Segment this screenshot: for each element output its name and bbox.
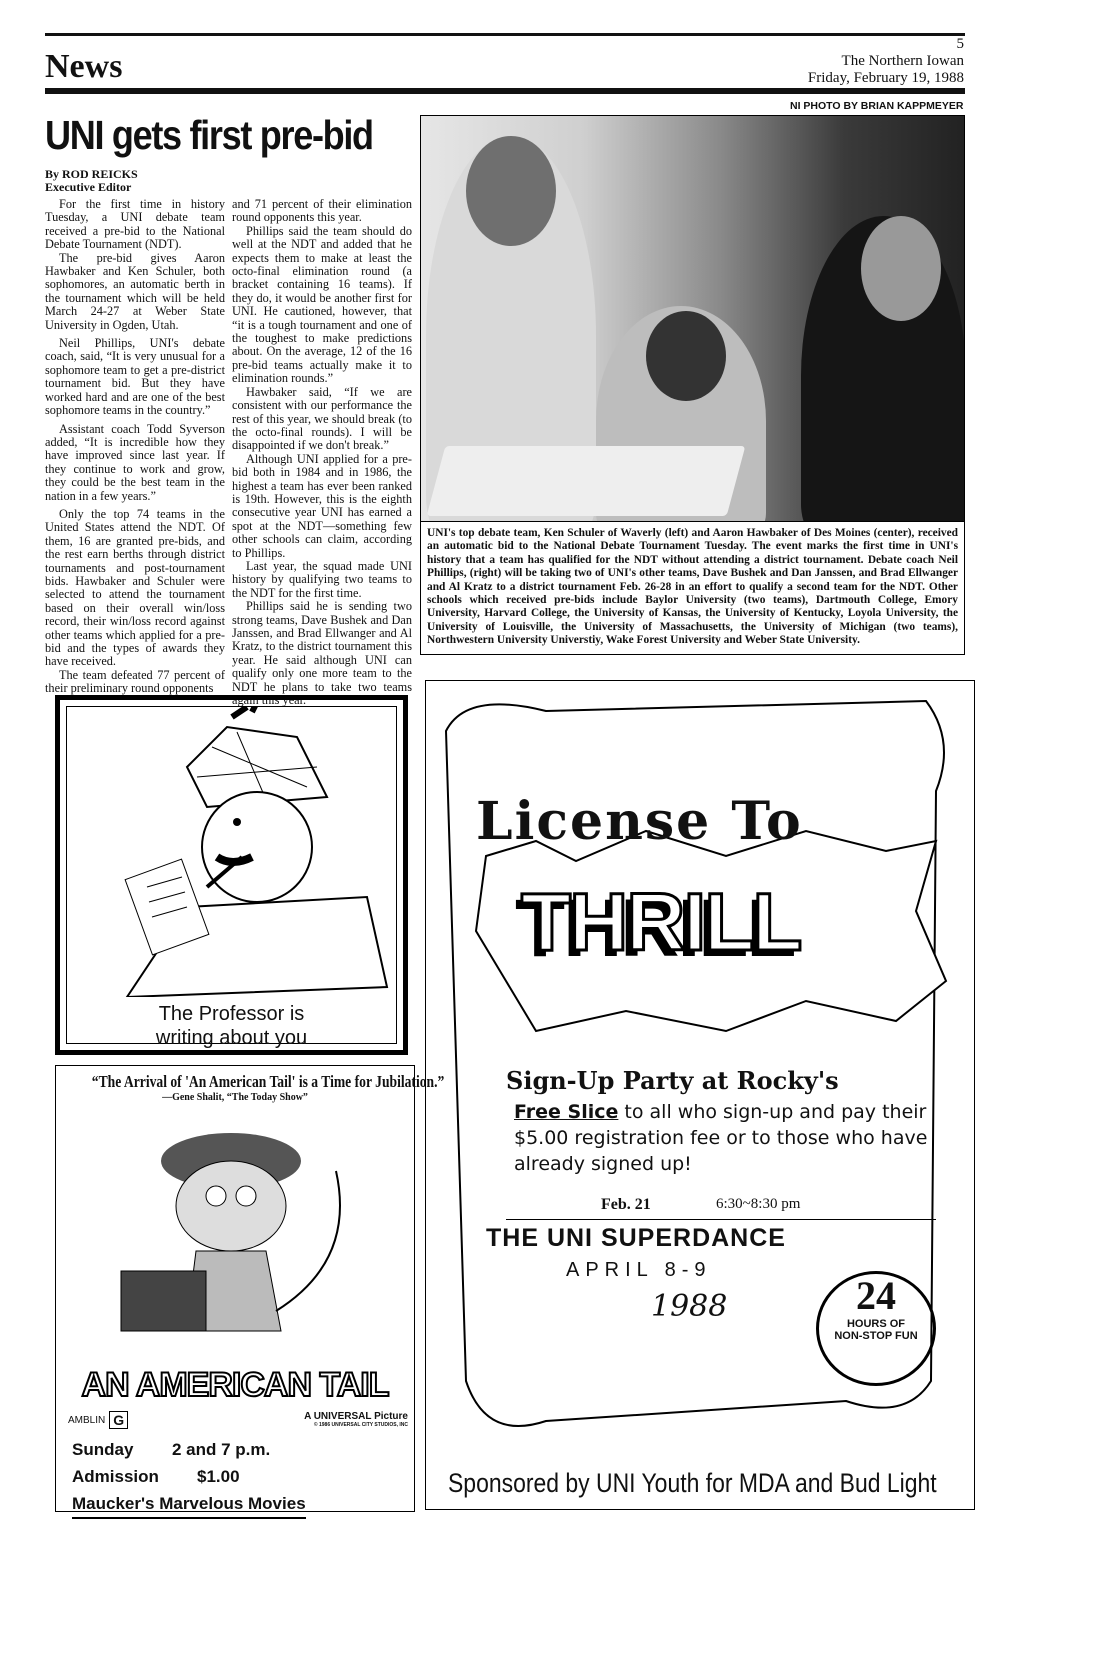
rating-badge: G [109, 1411, 128, 1429]
article-column-2 [232, 198, 412, 707]
event-year: 1988 [651, 1289, 728, 1324]
copyright: © 1986 UNIVERSAL CITY STUDIOS, INC [313, 1422, 408, 1428]
amblin-logo: AMBLIN [68, 1414, 106, 1426]
movie-title: AN AMERICAN TAIL [81, 1366, 389, 1404]
fievel-mouse-illustration [56, 1111, 416, 1341]
byline [45, 168, 138, 194]
page-info [808, 36, 964, 87]
paragraph: Phillips said he is sending two strong teams, Dave Bushek and Dan Janssen, and Brad Ellwanger and Al Kratz, to the district tournament this year. He said although UNI can qualify only one more team to the NDT he plans to take two teams again this year. [232, 599, 412, 708]
free-slice: Free Slice [514, 1101, 619, 1123]
paragraph: Phillips said the team should do well at the NDT and added that he expects them to make at least the octo-final elimination round (a bracket containing 16 teams). If they do, it would be another first for UNI. He cautioned, however, that “it is a tough tournament and one of the toughest to make predictions about. On the average, 12 of the 16 pre-bid teams actually make it to elimination rounds.” [232, 223, 412, 386]
byline-name: By ROD REICKS [45, 167, 138, 181]
movie-series: Maucker's Marvelous Movies [72, 1490, 306, 1519]
quote-attribution: —Gene Shalit, “The Today Show” [162, 1092, 308, 1103]
showing-times: 2 and 7 p.m. [172, 1440, 271, 1459]
debate-team-photo [420, 115, 965, 522]
showing-day: Sunday [72, 1440, 134, 1459]
event-dates: APRIL 8-9 [566, 1259, 712, 1281]
admission-price: $1.00 [197, 1467, 240, 1486]
paragraph: Neil Phillips, UNI's debate coach, said, “It is very unusual for a sophomore team to get a pre-district tournament bid. But they have worked hard and are one of the best sophomore teams in the country.” [45, 336, 225, 418]
professor-ad-line-2: writing about you [155, 1027, 308, 1049]
badge-number: 24 [856, 1273, 896, 1318]
professor-illustration [67, 707, 407, 997]
ad-title-thrill: THRILL [521, 877, 801, 968]
section-title: News [45, 48, 123, 85]
issue-date: Friday, February 19, 1988 [807, 70, 964, 86]
paragraph: Although UNI applied for a pre-bid both in 1984 and in 1986, the highest a team has ever been ranked is 19th. However, this is the eighth consecutive year UNI has earned a spot at the NDT—something few other schools can claim, according to Phillips. [232, 451, 412, 560]
event-name: THE UNI SUPERDANCE [486, 1224, 786, 1252]
page-number: 5 [956, 36, 964, 52]
paragraph: Hawbaker said, “If we are consistent with our performance the rest of this year, we should break (to the octo-final rounds). I will be disappointed if we don't break.” [232, 384, 412, 453]
distributor: A UNIVERSAL Picture [304, 1411, 408, 1422]
party-date: Feb. 21 [601, 1196, 651, 1213]
24-hours-badge [816, 1271, 936, 1386]
byline-title: Executive Editor [45, 180, 132, 194]
paragraph: The pre-bid gives Aaron Hawbaker and Ken Schuler, both sophomores, an automatic berth in the tournament which will be held March 24-27 at Weber State University in Ogden, Utah. [45, 250, 225, 332]
professor-ad [55, 695, 408, 1055]
admission-label: Admission [72, 1467, 159, 1486]
headline: UNI gets first pre-bid [45, 112, 373, 158]
signup-party-heading: Sign-Up Party at Rocky's [506, 1066, 839, 1095]
article-column-1 [45, 198, 225, 696]
paper-name: The Northern Iowan [841, 53, 964, 69]
badge-text: HOURS OF NON-STOP FUN [834, 1318, 918, 1342]
paragraph: For the first time in history Tuesday, a UNI debate team received a pre-bid to the National Debate Tournament (NDT). [45, 197, 225, 252]
american-tail-ad [55, 1065, 445, 1513]
paragraph: and 71 percent of their elimination round opponents this year. [232, 197, 412, 225]
paragraph: The team defeated 77 percent of their preliminary round opponents [45, 667, 225, 696]
sponsor-line: Sponsored by UNI Youth for MDA and Bud Light [448, 1468, 937, 1498]
paragraph: Last year, the squad made UNI history by qualifying two teams to the NDT for the first time. [232, 558, 412, 600]
professor-ad-line-1: The Professor is [158, 1003, 305, 1025]
paragraph: Only the top 74 teams in the United States attend the NDT. Of them, 16 are granted pre-bids, and the rest earn berths through district tournaments and post-tournament bids. Hawbaker and Schuler were selected to attend the tournament based on their overall win/loss record, their win/loss record against other teams which applied for a pre-bid and the types of awards they have received. [45, 506, 225, 669]
party-details: to all who sign-up and pay their $5.00 registration fee or to those who have already signed up! [514, 1101, 928, 1175]
superdance-ad [425, 680, 975, 1510]
review-quote: “The Arrival of 'An American Tail' is a Time for Jubilation.” [91, 1072, 445, 1091]
photo-caption: UNI's top debate team, Ken Schuler of Waverly (left) and Aaron Hawbaker of Des Moines (center), received an automatic bid to the National Debate Tournament Tuesday. The event marks the first time in UNI's history that a team has qualified for the NDT without attending a district tournament. Debate coach Neil Phillips, (right) will be taking two of UNI's other teams, Dave Bushek and Dan Janssen, and Brad Ellwanger and Al Kratz to a district tournament Feb. 26-28 in an effort to qualify a second team for the NDT. Other schools which received pre-bids include Baylor University (two teams), Dartmouth College, Emory University, Harvard College, the University of Kansas, the University of Kentucky, Loyola University, the University of Louisville, the University of Massachusetts, the University of Michigan (two teams), Northwestern University Universtiy, Wake Forest University and Weber State University. [420, 522, 965, 655]
photo-credit: NI PHOTO BY BRIAN KAPPMEYER [790, 100, 964, 112]
party-time: 6:30~8:30 pm [716, 1196, 801, 1212]
masthead-rule [45, 88, 965, 94]
paragraph: Assistant coach Todd Syverson added, “It is incredible how they have improved since last year. If they continue to work and grow, they could be the best team in the nation in a few years.” [45, 421, 225, 503]
ad-title-license-to: License To [476, 791, 803, 852]
